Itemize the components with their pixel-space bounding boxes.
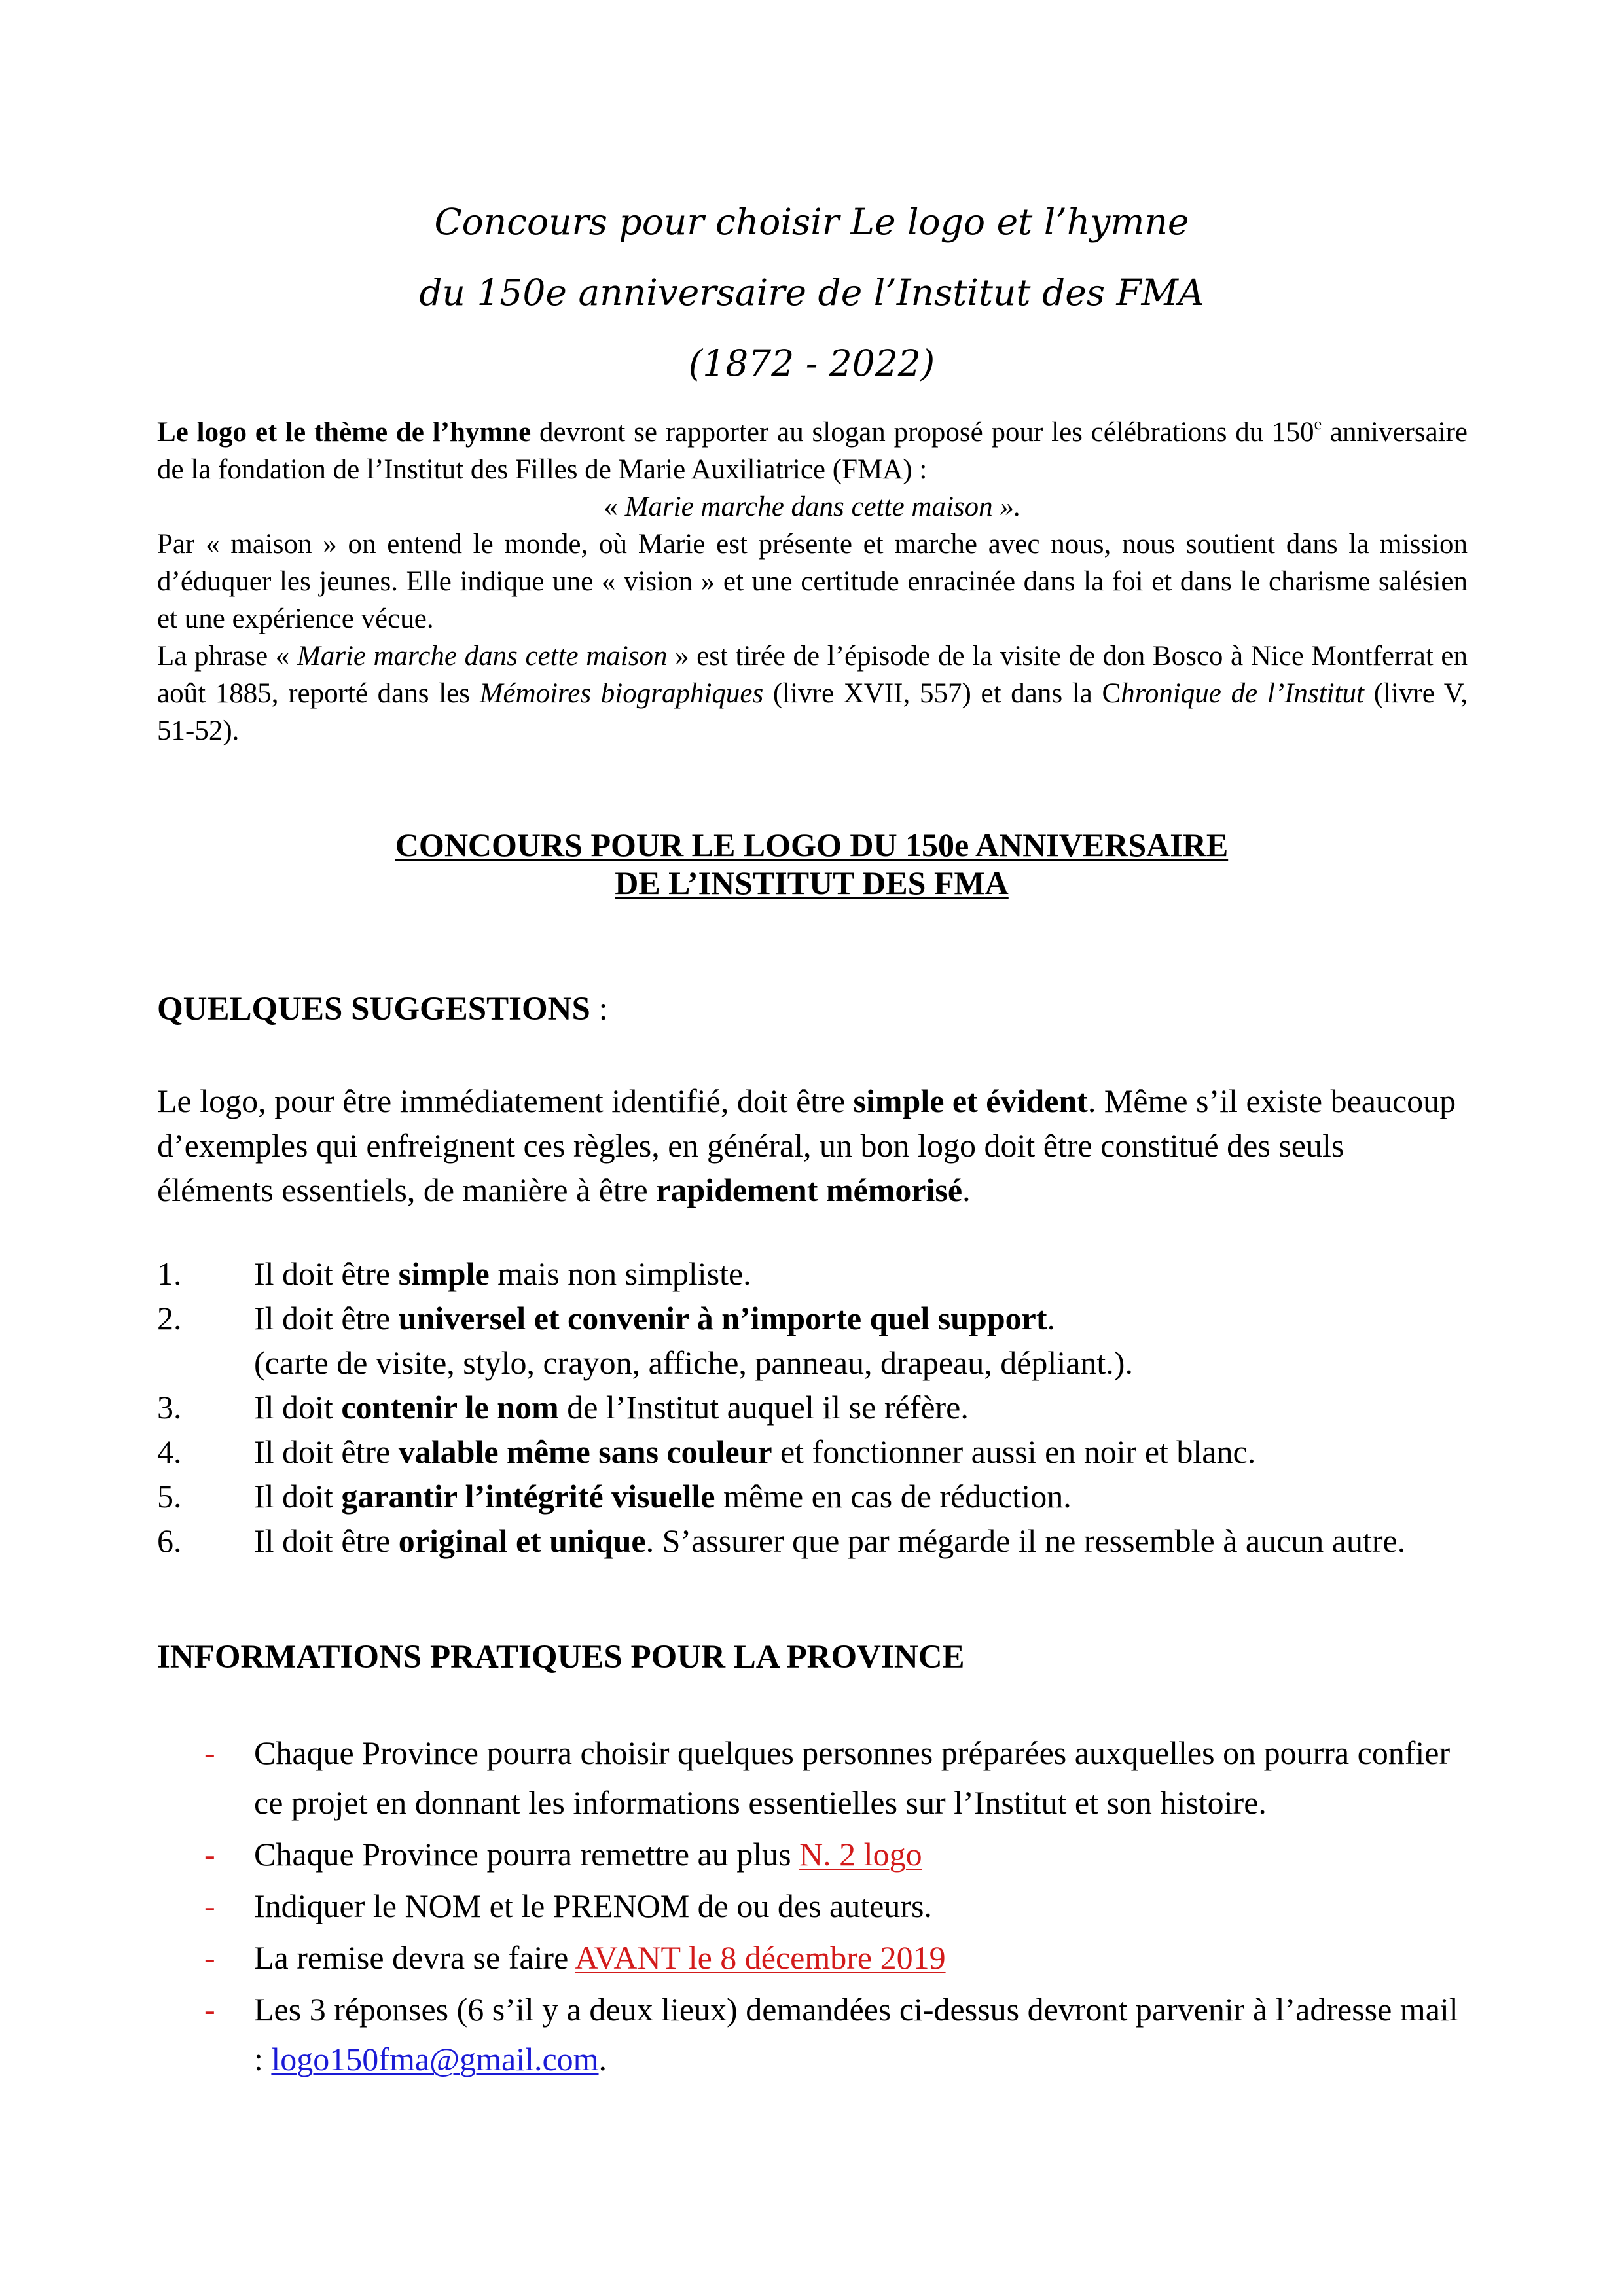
- logo-limit-highlight: N. 2 logo: [799, 1836, 922, 1873]
- document-title: [157, 187, 1466, 399]
- list-item: 4. Il doit être valable même sans couleur et fonctionner aussi en noir et blanc.: [157, 1433, 1256, 1470]
- list-item: 1. Il doit être simple mais non simpliste.: [157, 1255, 751, 1292]
- suggestions-paragraph: Le logo, pour être immédiatement identifié, doit être simple et évident. Même s’il existe beaucoup d’exemples qui enfreignent ces règles, en général, un bon logo doit être constitué des seuls éléments essentiels, de manière à être rapidement mémorisé.: [157, 1083, 1456, 1208]
- intro-paragraph-1: Le logo et le thème de l’hymne devront se rapporter au slogan proposé pour les célébrations du 150e anniversaire de la fondation de l’Institut des Filles de Marie Auxiliatrice (FMA) :: [157, 414, 1468, 485]
- email-link[interactable]: logo150fma@gmail.com: [271, 2041, 599, 2077]
- memoires-title: Mémoires biographiques: [479, 678, 764, 709]
- list-item: 3. Il doit contenir le nom de l’Institut auquel il se réfère.: [157, 1389, 969, 1426]
- intro-section: [157, 414, 1468, 749]
- list-item: 6. Il doit être original et unique. S’assurer que par mégarde il ne ressemble à aucun autre.: [157, 1522, 1406, 1559]
- dash-bullet: -: [204, 1939, 215, 1976]
- suggestions-heading: QUELQUES SUGGESTIONS :: [157, 991, 608, 1028]
- list-item-note: (carte de visite, stylo, crayon, affiche, panneau, drapeau, dépliant.).: [254, 1344, 1133, 1381]
- list-item: 2. Il doit être universel et convenir à n’importe quel support. (carte de visite, stylo, crayon, affiche, panneau, drapeau, dépliant.).: [157, 1300, 1133, 1381]
- intro-bold-lead: Le logo et le thème de l’hymne: [157, 417, 532, 448]
- dash-bullet: -: [204, 1888, 215, 1924]
- chronique-title: hronique de l’Institut: [1121, 678, 1364, 709]
- practical-info-list: [157, 1728, 1468, 2086]
- list-item: - Chaque Province pourra choisir quelques personnes préparées auxquelles on pourra confier ce projet en donnant les informations essentielles sur l’Institut et son histoire.: [157, 1728, 1468, 1827]
- slogan-line: « Marie marche dans cette maison ».: [604, 492, 1021, 522]
- logo-contest-heading: CONCOURS POUR LE LOGO DU 150e ANNIVERSAIRE DE L’INSTITUT DES FMA: [395, 827, 1229, 901]
- dash-bullet: -: [204, 1734, 215, 1771]
- list-item: - Les 3 réponses (6 s’il y a deux lieux) demandées ci-dessus devront parvenir à l’adresse mail : logo150fma@gmail.com.: [157, 1984, 1468, 2084]
- slogan-text: Marie marche dans cette maison: [624, 492, 993, 522]
- list-item: - Indiquer le NOM et le PRENOM de ou des auteurs.: [157, 1881, 1468, 1931]
- list-item: - La remise devra se faire AVANT le 8 décembre 2019: [157, 1933, 1468, 1982]
- title-line-3: (1872 - 2022): [688, 342, 935, 384]
- deadline-highlight: AVANT le 8 décembre 2019: [575, 1939, 946, 1976]
- title-line-2: du 150e anniversaire de l’Institut des FMA: [419, 272, 1204, 314]
- intro-paragraph-2: Par « maison » on entend le monde, où Marie est présente et marche avec nous, nous soutient dans la mission d’éduquer les jeunes. Elle indique une « vision » et une certitude enracinée dans la foi et dans le charisme salésien et une expérience vécue.: [157, 529, 1468, 634]
- dash-bullet: -: [204, 1836, 215, 1873]
- dash-bullet: -: [204, 1991, 215, 2028]
- title-line-1: Concours pour choisir Le logo et l’hymne: [434, 201, 1189, 243]
- practical-info-heading: INFORMATIONS PRATIQUES POUR LA PROVINCE: [157, 1639, 965, 1676]
- list-item: - Chaque Province pourra remettre au plus N. 2 logo: [157, 1829, 1468, 1879]
- intro-paragraph-3: La phrase « Marie marche dans cette maison » est tirée de l’épisode de la visite de don Bosco à Nice Montferrat en août 1885, reporté dans les Mémoires biographiques (livre XVII, 557) et dans la Chronique de l’Institut (livre V, 51-52).: [157, 641, 1468, 746]
- suggestions-list: [157, 1251, 1468, 1563]
- list-item: 5. Il doit garantir l’intégrité visuelle même en cas de réduction.: [157, 1478, 1072, 1515]
